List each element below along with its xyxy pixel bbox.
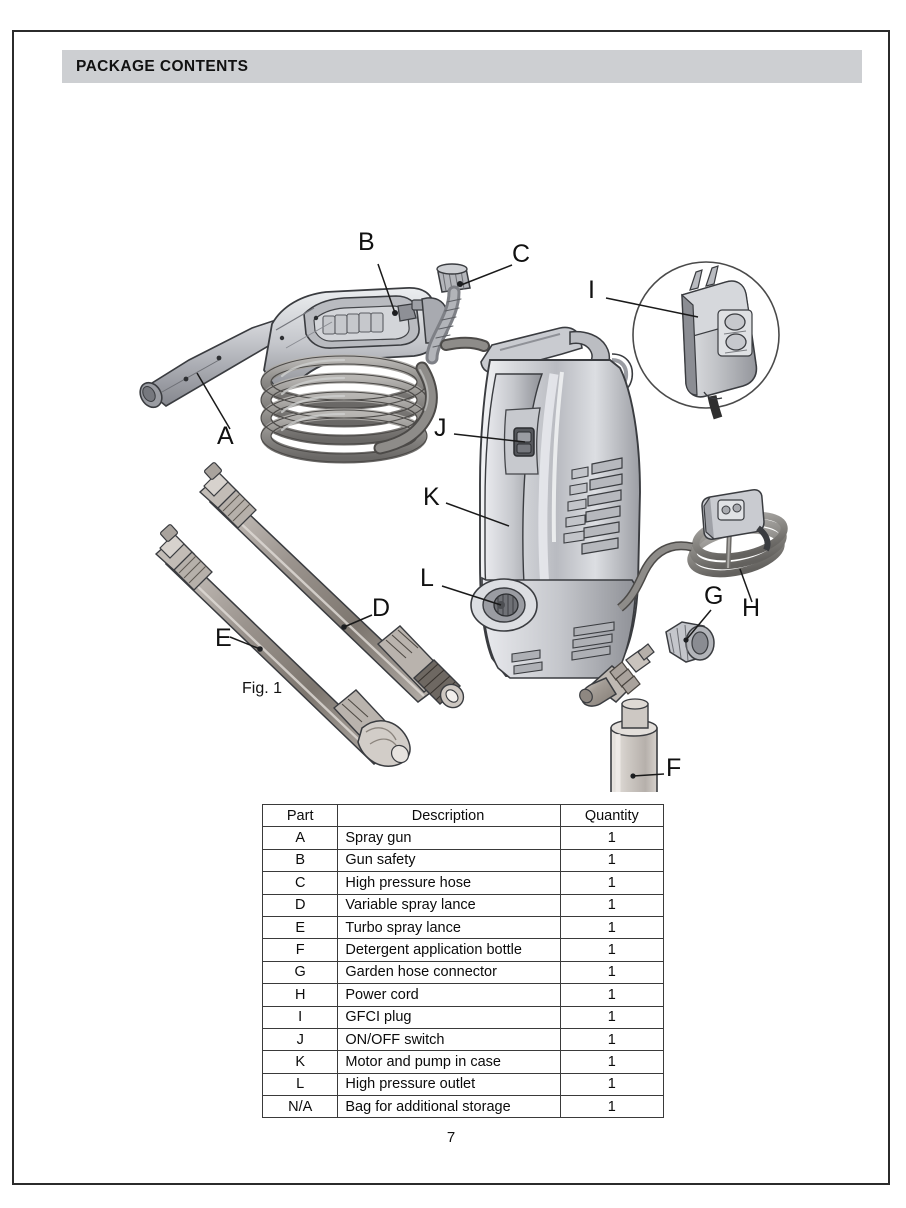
gfci-plug-inset bbox=[633, 262, 779, 418]
cell-part: K bbox=[263, 1051, 338, 1073]
cell-description: High pressure hose bbox=[338, 872, 560, 894]
cell-description: Turbo spray lance bbox=[338, 916, 560, 938]
cell-quantity: 1 bbox=[560, 872, 663, 894]
callout-label-A: A bbox=[217, 422, 234, 450]
section-header-banner bbox=[62, 50, 862, 83]
cell-part: H bbox=[263, 984, 338, 1006]
cell-description: Detergent application bottle bbox=[338, 939, 560, 961]
page-frame bbox=[12, 30, 890, 1185]
callout-label-G: G bbox=[704, 582, 724, 610]
table-row bbox=[263, 1073, 664, 1095]
cell-description: High pressure outlet bbox=[338, 1073, 560, 1095]
table-row bbox=[263, 872, 664, 894]
callout-label-F: F bbox=[666, 754, 682, 782]
cell-quantity: 1 bbox=[560, 1006, 663, 1028]
table-row bbox=[263, 1051, 664, 1073]
cell-part: N/A bbox=[263, 1096, 338, 1118]
cell-part: J bbox=[263, 1028, 338, 1050]
table-header-row bbox=[263, 805, 664, 827]
cell-quantity: 1 bbox=[560, 939, 663, 961]
cell-quantity: 1 bbox=[560, 916, 663, 938]
table-row bbox=[263, 827, 664, 849]
cell-quantity: 1 bbox=[560, 894, 663, 916]
package-contents-figure bbox=[14, 92, 888, 792]
cell-description: Power cord bbox=[338, 984, 560, 1006]
cell-part: I bbox=[263, 1006, 338, 1028]
table-row bbox=[263, 1096, 664, 1118]
cell-description: Gun safety bbox=[338, 849, 560, 871]
garden-hose-connector-illustration bbox=[666, 622, 714, 662]
cell-part: G bbox=[263, 961, 338, 983]
cell-quantity: 1 bbox=[560, 961, 663, 983]
cell-part: B bbox=[263, 849, 338, 871]
column-header-description: Description bbox=[338, 805, 560, 827]
table-row bbox=[263, 916, 664, 938]
cell-part: D bbox=[263, 894, 338, 916]
cell-quantity: 1 bbox=[560, 1096, 663, 1118]
cell-quantity: 1 bbox=[560, 1051, 663, 1073]
gfci-test-button-graphic bbox=[725, 314, 745, 330]
cell-quantity: 1 bbox=[560, 1028, 663, 1050]
page-title: PACKAGE CONTENTS bbox=[76, 57, 249, 75]
page-number: 7 bbox=[446, 1129, 456, 1146]
cell-description: ON/OFF switch bbox=[338, 1028, 560, 1050]
table-row bbox=[263, 894, 664, 916]
cell-part: C bbox=[263, 872, 338, 894]
table-row bbox=[263, 961, 664, 983]
cell-part: A bbox=[263, 827, 338, 849]
column-header-part: Part bbox=[263, 805, 338, 827]
callout-label-B: B bbox=[358, 228, 375, 256]
table-row bbox=[263, 939, 664, 961]
cell-description: Bag for additional storage bbox=[338, 1096, 560, 1118]
package-contents-table bbox=[262, 804, 664, 1118]
callout-label-E: E bbox=[215, 624, 232, 652]
table-row bbox=[263, 1028, 664, 1050]
callout-label-K: K bbox=[423, 483, 440, 511]
cell-part: E bbox=[263, 916, 338, 938]
table-row bbox=[263, 984, 664, 1006]
figure-caption: Fig. 1 bbox=[242, 680, 283, 697]
cell-quantity: 1 bbox=[560, 984, 663, 1006]
cell-description: Spray gun bbox=[338, 827, 560, 849]
pressure-washer-unit-illustration bbox=[471, 327, 640, 678]
cell-description: GFCI plug bbox=[338, 1006, 560, 1028]
cell-quantity: 1 bbox=[560, 849, 663, 871]
cell-description: Motor and pump in case bbox=[338, 1051, 560, 1073]
cell-quantity: 1 bbox=[560, 827, 663, 849]
cell-part: L bbox=[263, 1073, 338, 1095]
cell-description: Variable spray lance bbox=[338, 894, 560, 916]
cell-part: F bbox=[263, 939, 338, 961]
callout-label-J: J bbox=[434, 414, 447, 442]
table-row bbox=[263, 1006, 664, 1028]
callout-label-I: I bbox=[588, 276, 595, 304]
callout-label-C: C bbox=[512, 240, 531, 268]
cell-quantity: 1 bbox=[560, 1073, 663, 1095]
table-row bbox=[263, 849, 664, 871]
callout-label-L: L bbox=[420, 564, 434, 592]
callout-label-D: D bbox=[372, 594, 391, 622]
gfci-reset-button-graphic bbox=[726, 334, 746, 350]
cell-description: Garden hose connector bbox=[338, 961, 560, 983]
callout-label-H: H bbox=[742, 594, 761, 622]
column-header-quantity: Quantity bbox=[560, 805, 663, 827]
